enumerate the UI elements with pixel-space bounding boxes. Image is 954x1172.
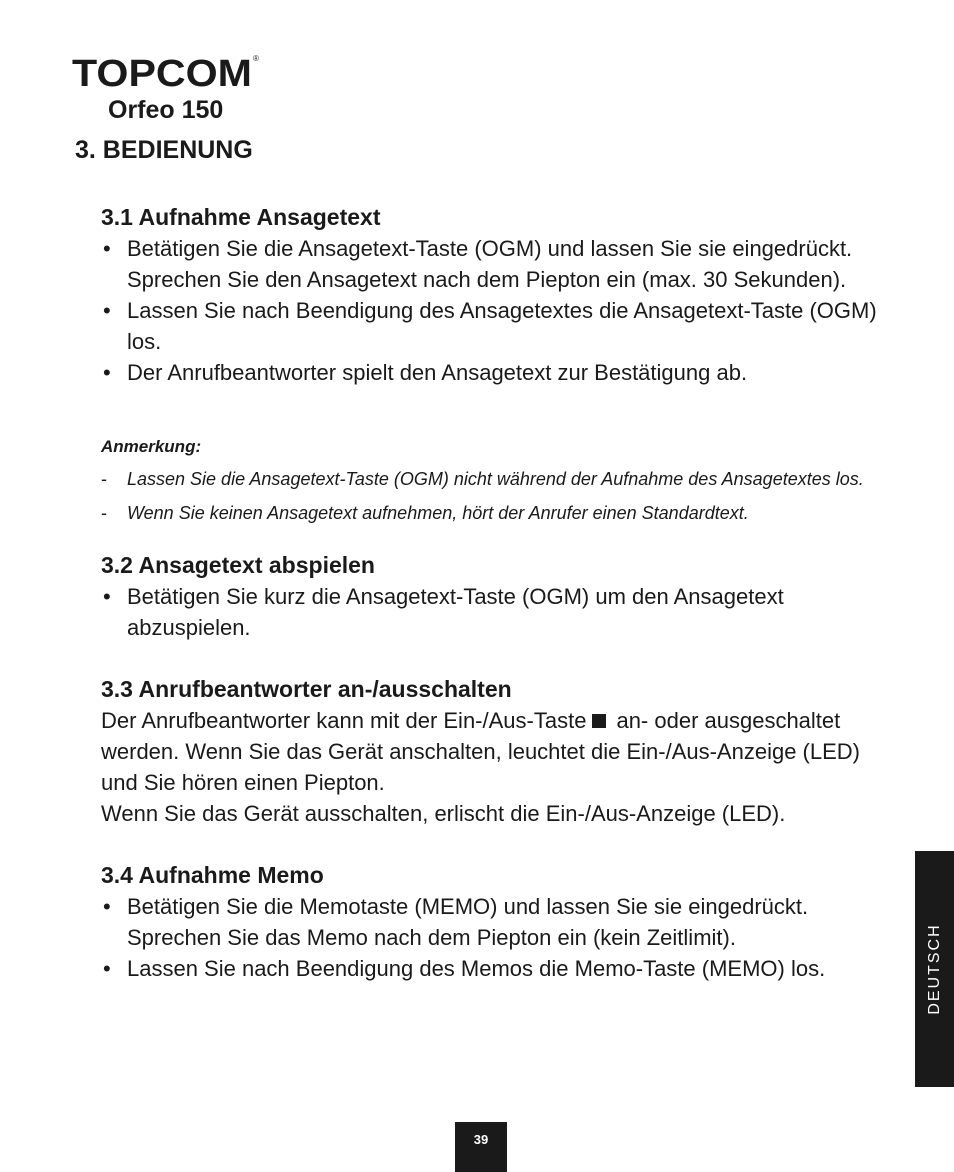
note-heading: Anmerkung: bbox=[101, 437, 202, 456]
paragraph: Wenn Sie das Gerät ausschalten, erlischt die Ein-/Aus-Anzeige (LED). bbox=[101, 801, 786, 826]
section-3-3 bbox=[101, 674, 891, 829]
topcom-logo bbox=[72, 52, 262, 92]
bullet-item: • Lassen Sie nach Beendigung des Ansagetextes die Ansagetext-Taste (OGM) los. bbox=[101, 295, 891, 357]
paragraph bbox=[101, 705, 891, 798]
bullet-item: • Lassen Sie nach Beendigung des Memos die Memo-Taste (MEMO) los. bbox=[101, 953, 891, 984]
section-title: 3.4 Aufnahme Memo bbox=[101, 862, 324, 888]
page-number: 39 bbox=[455, 1122, 507, 1172]
section-3-2 bbox=[101, 550, 891, 643]
section-3-4 bbox=[101, 860, 891, 984]
bullet-item: • Betätigen Sie kurz die Ansagetext-Taste (OGM) um den Ansagetext abzuspielen. bbox=[101, 581, 891, 643]
section-title: 3.3 Anrufbeantworter an-/ausschalten bbox=[101, 676, 512, 702]
note-item: - Lassen Sie die Ansagetext-Taste (OGM) nicht während der Aufnahme des Ansagetextes los. bbox=[101, 462, 891, 496]
registered-mark: ® bbox=[253, 54, 259, 63]
chapter-title: 3. BEDIENUNG bbox=[75, 136, 253, 164]
bullet-item: • Der Anrufbeantworter spielt den Ansagetext zur Bestätigung ab. bbox=[101, 357, 891, 388]
bullet-item: • Betätigen Sie die Memotaste (MEMO) und lassen Sie sie eingedrückt. Sprechen Sie das Memo nach dem Piepton ein (kein Zeitlimit). bbox=[101, 891, 891, 953]
section-title: 3.1 Aufnahme Ansagetext bbox=[101, 204, 381, 230]
paragraph-text: an- oder ausgeschaltet werden. Wenn Sie das Gerät anschalten, leuchtet die Ein-/Aus-Anzeige (LED) und Sie hören einen Piepton. bbox=[101, 708, 860, 795]
language-tab bbox=[915, 851, 954, 1087]
model-name: Orfeo 150 bbox=[108, 96, 224, 124]
note-item: - Wenn Sie keinen Ansagetext aufnehmen, hört der Anrufer einen Standardtext. bbox=[101, 496, 891, 530]
bullet-item: • Betätigen Sie die Ansagetext-Taste (OGM) und lassen Sie sie eingedrückt. Sprechen Sie den Ansagetext nach dem Piepton ein (max. 30 Sekunden). bbox=[101, 233, 891, 295]
bullet-list bbox=[101, 891, 891, 984]
topcom-logo-graphic bbox=[72, 52, 262, 92]
paragraph-text: Der Anrufbeantworter kann mit der Ein-/Aus-Taste bbox=[101, 708, 587, 733]
note-list bbox=[101, 462, 891, 530]
bullet-list bbox=[101, 581, 891, 643]
page-content bbox=[101, 202, 891, 984]
logo-wordmark: TOPCOM bbox=[72, 53, 252, 92]
bullet-list bbox=[101, 233, 891, 388]
section-title: 3.2 Ansagetext abspielen bbox=[101, 552, 375, 578]
language-tab-label: DEUTSCH bbox=[925, 923, 943, 1015]
square-icon bbox=[592, 714, 606, 728]
section-3-1 bbox=[101, 202, 891, 530]
